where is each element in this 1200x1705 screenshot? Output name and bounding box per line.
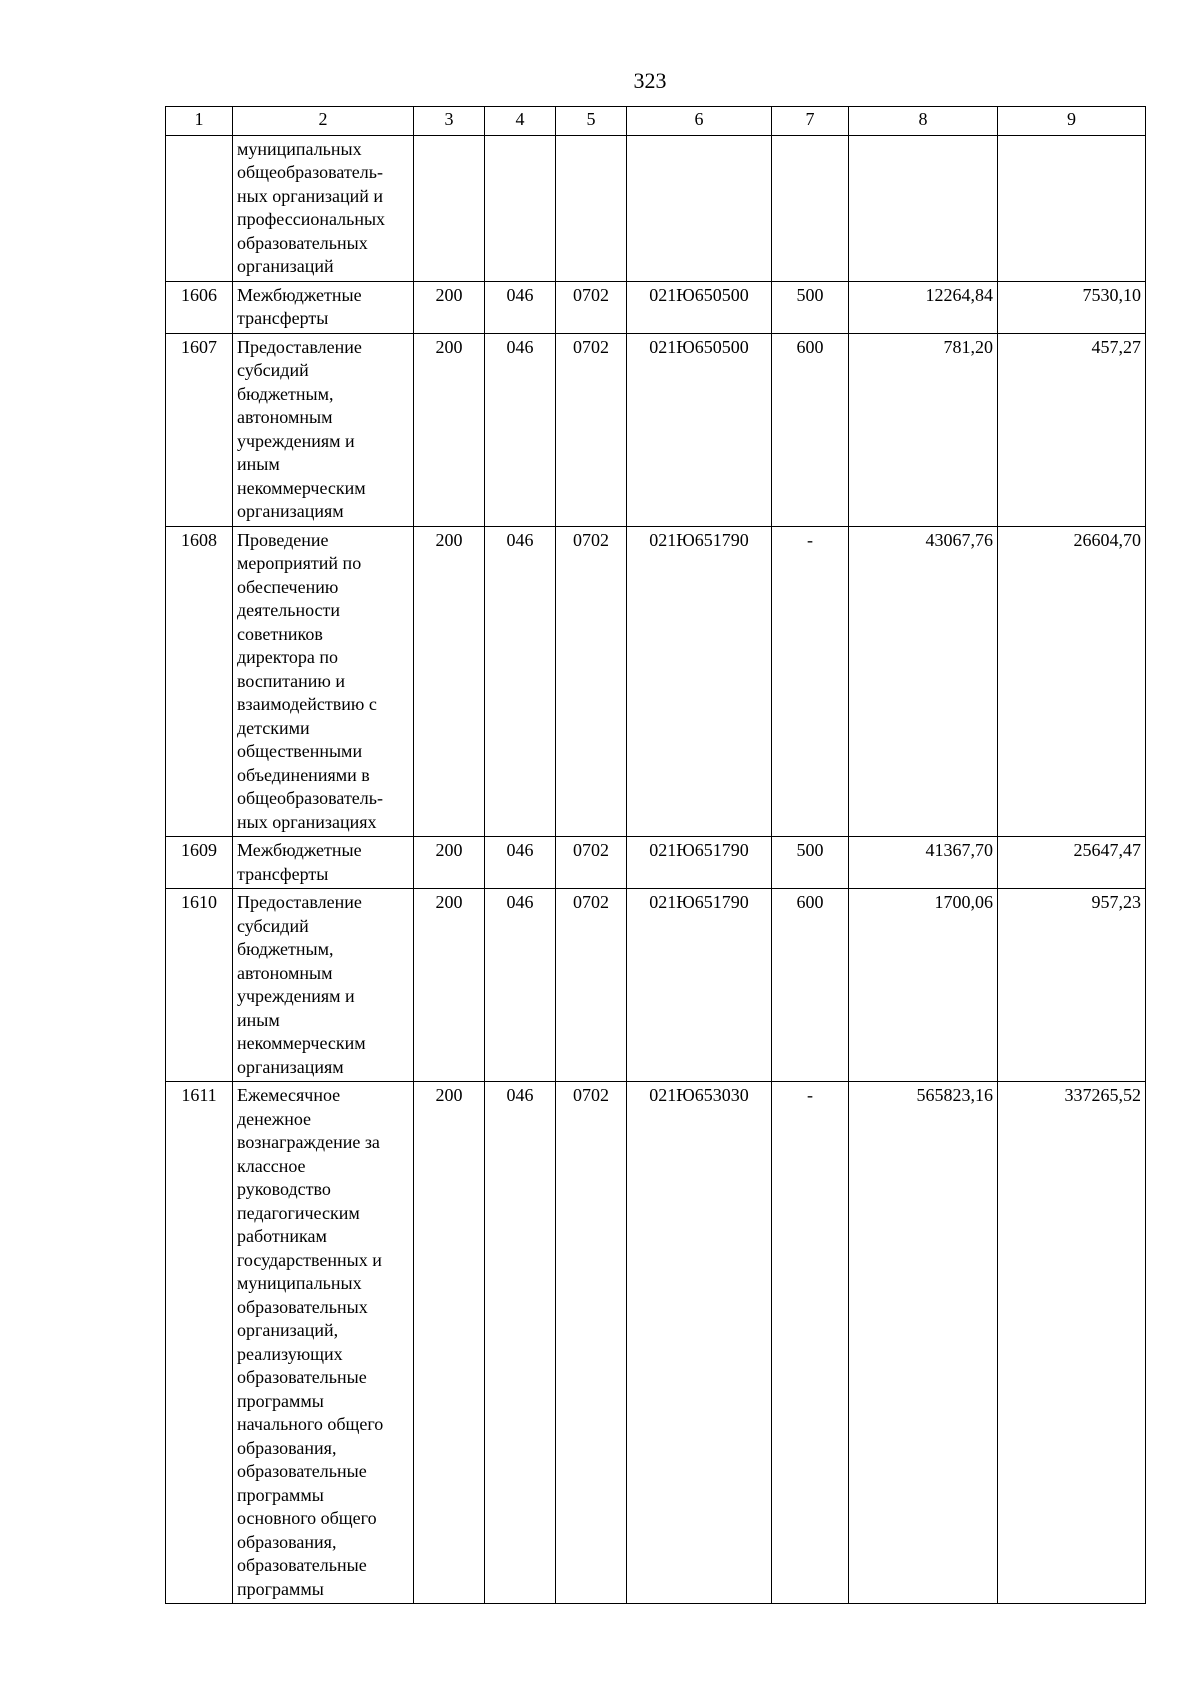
row-number-cell: 1606 [166,281,233,333]
code-5-cell [556,135,627,281]
description-cell: Предоставление субсидий бюджетным, автономным учреждениям и иным некоммерческим организациям [233,889,414,1082]
table-row [166,889,1146,1082]
column-header-2: 2 [233,107,414,136]
code-6-cell: 021Ю651790 [627,889,772,1082]
amount-8-cell [849,135,998,281]
code-5-cell: 0702 [556,889,627,1082]
table-row [166,333,1146,526]
amount-9-cell: 7530,10 [998,281,1146,333]
column-header-5: 5 [556,107,627,136]
description-cell: Предоставление субсидий бюджетным, автономным учреждениям и иным некоммерческим организациям [233,333,414,526]
code-7-cell: - [772,526,849,837]
code-6-cell: 021Ю653030 [627,1082,772,1604]
row-number-cell: 1608 [166,526,233,837]
row-number-cell [166,135,233,281]
amount-9-cell: 337265,52 [998,1082,1146,1604]
column-header-1: 1 [166,107,233,136]
table-row [166,135,1146,281]
code-5-cell: 0702 [556,333,627,526]
description-cell: Межбюджетные трансферты [233,837,414,889]
code-4-cell: 046 [485,1082,556,1604]
description-cell: Ежемесячное денежное вознаграждение за классное руководство педагогическим работникам государственных и муниципальных образовательных организаций, реализующих образовательные программы начального общего образования, образовательные программы основного общего образования, образовательные программы [233,1082,414,1604]
header-row [166,107,1146,136]
table-row [166,1082,1146,1604]
table-row [166,837,1146,889]
amount-8-cell: 781,20 [849,333,998,526]
table-row [166,281,1146,333]
amount-8-cell: 565823,16 [849,1082,998,1604]
code-3-cell: 200 [414,1082,485,1604]
code-3-cell: 200 [414,526,485,837]
column-header-6: 6 [627,107,772,136]
code-4-cell: 046 [485,281,556,333]
code-6-cell: 021Ю650500 [627,333,772,526]
code-6-cell [627,135,772,281]
amount-8-cell: 12264,84 [849,281,998,333]
code-5-cell: 0702 [556,281,627,333]
description-cell: Проведение мероприятий по обеспечению деятельности советников директора по воспитанию и взаимодействию с детскими общественными объединениями в общеобразователь- ных организациях [233,526,414,837]
page-number: 323 [633,68,667,93]
code-6-cell: 021Ю650500 [627,281,772,333]
budget-table [165,106,1146,1604]
amount-9-cell: 26604,70 [998,526,1146,837]
code-3-cell: 200 [414,837,485,889]
code-7-cell [772,135,849,281]
code-7-cell: 500 [772,837,849,889]
column-header-7: 7 [772,107,849,136]
amount-8-cell: 43067,76 [849,526,998,837]
code-3-cell: 200 [414,889,485,1082]
code-7-cell: 500 [772,281,849,333]
row-number-cell: 1607 [166,333,233,526]
column-header-4: 4 [485,107,556,136]
code-4-cell: 046 [485,526,556,837]
row-number-cell: 1610 [166,889,233,1082]
code-5-cell: 0702 [556,526,627,837]
description-cell: Межбюджетные трансферты [233,281,414,333]
code-7-cell: - [772,1082,849,1604]
code-4-cell: 046 [485,837,556,889]
column-header-3: 3 [414,107,485,136]
code-4-cell: 046 [485,889,556,1082]
row-number-cell: 1609 [166,837,233,889]
amount-9-cell: 25647,47 [998,837,1146,889]
code-7-cell: 600 [772,889,849,1082]
code-3-cell: 200 [414,281,485,333]
column-header-8: 8 [849,107,998,136]
code-5-cell: 0702 [556,837,627,889]
code-3-cell [414,135,485,281]
amount-9-cell [998,135,1146,281]
code-6-cell: 021Ю651790 [627,526,772,837]
description-cell: муниципальных общеобразователь- ных организаций и профессиональных образовательных организаций [233,135,414,281]
amount-8-cell: 1700,06 [849,889,998,1082]
table-row [166,526,1146,837]
amount-9-cell: 457,27 [998,333,1146,526]
code-5-cell: 0702 [556,1082,627,1604]
code-6-cell: 021Ю651790 [627,837,772,889]
code-7-cell: 600 [772,333,849,526]
column-header-9: 9 [998,107,1146,136]
code-4-cell [485,135,556,281]
amount-8-cell: 41367,70 [849,837,998,889]
row-number-cell: 1611 [166,1082,233,1604]
code-3-cell: 200 [414,333,485,526]
amount-9-cell: 957,23 [998,889,1146,1082]
code-4-cell: 046 [485,333,556,526]
